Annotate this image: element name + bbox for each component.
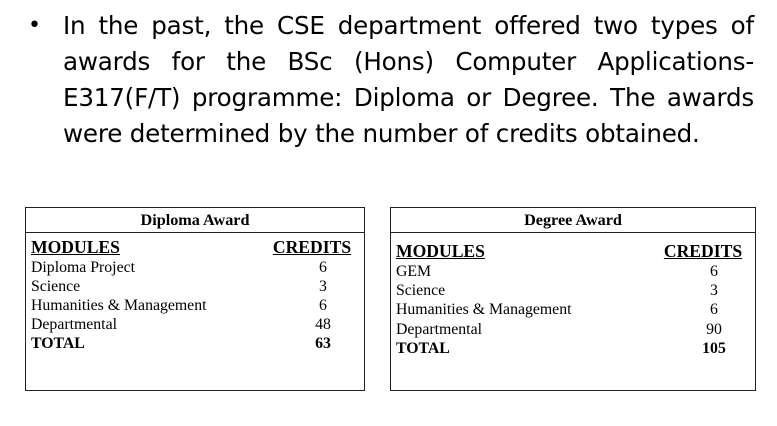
diploma-award-table bbox=[25, 207, 365, 391]
module-credits: 6 bbox=[319, 259, 327, 276]
diploma-col-credits: CREDITS bbox=[272, 237, 352, 257]
module-credits: 6 bbox=[710, 263, 718, 280]
bullet-paragraph bbox=[28, 8, 754, 152]
module-name: Humanities & Management bbox=[396, 301, 572, 319]
module-name: Science bbox=[396, 282, 446, 300]
module-name: Humanities & Management bbox=[31, 297, 207, 314]
table-row bbox=[391, 320, 755, 339]
degree-header-row bbox=[391, 240, 755, 262]
module-name: Diploma Project bbox=[31, 259, 135, 276]
module-credits: 48 bbox=[315, 316, 331, 333]
module-name: Departmental bbox=[396, 320, 482, 338]
total-value: 105 bbox=[702, 339, 726, 357]
module-credits: 90 bbox=[706, 320, 722, 338]
module-credits: 3 bbox=[710, 282, 718, 300]
total-label: TOTAL bbox=[31, 335, 85, 352]
table-row bbox=[391, 262, 755, 281]
table-row bbox=[391, 281, 755, 300]
degree-col-modules: MODULES bbox=[396, 241, 485, 261]
bullet-text: In the past, the CSE department offered two types of awards for the BSc (Hons) Computer Applications-E317(F/T) programme: Diploma or Degree. The awards were determined by the number of credits obtained. bbox=[63, 11, 754, 148]
table-row bbox=[391, 300, 755, 319]
table-row bbox=[26, 258, 364, 277]
degree-total-row bbox=[391, 339, 755, 358]
degree-col-credits: CREDITS bbox=[663, 241, 743, 261]
module-name: Departmental bbox=[31, 316, 117, 333]
table-row bbox=[26, 277, 364, 296]
module-credits: 6 bbox=[319, 297, 327, 314]
degree-award-table bbox=[390, 207, 756, 391]
total-value: 63 bbox=[315, 335, 331, 352]
diploma-col-modules: MODULES bbox=[31, 237, 120, 257]
bullet-marker: • bbox=[28, 13, 41, 38]
total-label: TOTAL bbox=[396, 339, 450, 357]
module-name: GEM bbox=[396, 263, 432, 280]
module-name: Science bbox=[31, 278, 81, 295]
module-credits: 3 bbox=[319, 278, 327, 295]
diploma-total-row bbox=[26, 334, 364, 353]
table-row bbox=[26, 315, 364, 334]
degree-award-title: Degree Award bbox=[391, 208, 755, 233]
diploma-award-title: Diploma Award bbox=[26, 208, 364, 233]
module-credits: 6 bbox=[710, 301, 718, 319]
table-row bbox=[26, 296, 364, 315]
diploma-header-row bbox=[26, 236, 364, 258]
